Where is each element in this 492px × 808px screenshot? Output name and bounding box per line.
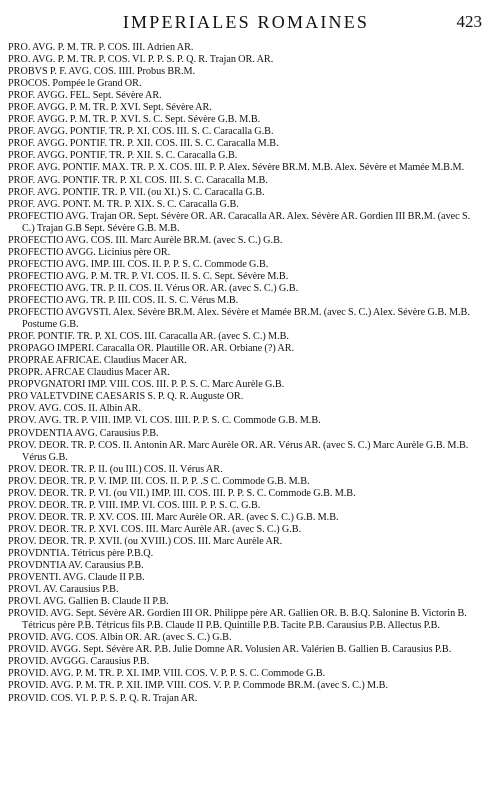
legend-entry: PROVDNTIA. Tétricus père P.B.Q. bbox=[8, 547, 154, 559]
legend-entry: PROVID. AVGG. Sept. Sévère AR. P.B. Julie Domne AR. Volusien AR. Valérien B. Gallien B. Carausius P.B. bbox=[8, 644, 452, 656]
legend-entry: PROV. AVG. TR. P. VIII. IMP. VI. COS. IIII. P. P. S. C. Commode G.B. M.B. bbox=[8, 415, 321, 427]
legend-entry: PROPVGNATORI IMP. VIII. COS. III. P. P. S. C. Marc Aurèle G.B. bbox=[8, 379, 285, 391]
legend-entry: PROCOS. Pompée le Grand OR. bbox=[8, 78, 142, 90]
legend-entry: PROF. PONTIF. TR. P. XI. COS. III. Caracalla AR. (avec S. C.) M.B. bbox=[8, 331, 289, 343]
legend-entry: PROPRAE AFRICAE. Claudius Macer AR. bbox=[8, 355, 187, 367]
legend-entry: PROVID. AVG. P. M. TR. P. XII. IMP. VIII. COS. V. P. P. Commode BR.M. (avec S. C.) M.B. bbox=[8, 680, 388, 692]
legend-entry: PROFECTIO AVGVSTI. Alex. Sévère BR.M. Alex. Sévère et Mamée BR.M. (avec S. C.) Alex. Sévère G.B. M.B. Postume G.B. bbox=[8, 307, 470, 331]
legend-entry: PROFECTIO AVG. COS. III. Marc Aurèle BR.M. (avec S. C.) G.B. bbox=[8, 234, 283, 246]
legend-entry: PROVID. AVGGG. Carausius P.B. bbox=[8, 656, 150, 668]
coin-legend-list bbox=[8, 42, 484, 705]
legend-entry: PROVDNTIA AV. Carausius P.B. bbox=[8, 560, 144, 572]
legend-entry: PROFECTIO AVG. TR. P. III. COS. II. S. C. Vérus M.B. bbox=[8, 294, 239, 306]
legend-entry: PROF. AVGG. FEL. Sept. Sévère AR. bbox=[8, 90, 162, 102]
legend-entry: PROV. DEOR. TR. P. VIII. IMP. VI. COS. IIII. P. P. S. C. G.B. bbox=[8, 499, 261, 511]
legend-entry: PROVI. AVG. Gallien B. Claude II P.B. bbox=[8, 596, 169, 608]
page-number: 423 bbox=[456, 12, 482, 31]
legend-entry: PROFECTIO AVGG. Licinius père OR. bbox=[8, 246, 171, 258]
legend-entry: PROPR. AFRCAE Claudius Macer AR. bbox=[8, 367, 170, 379]
legend-entry: PROF. AVG. PONT. M. TR. P. XIX. S. C. Caracalla G.B. bbox=[8, 198, 239, 210]
legend-entry: PROV. DEOR. TR. P. COS. II. Antonin AR. Marc Aurèle OR. AR. Vérus AR. (avec S. C.) Marc Aurèle G.B. M.B. Vérus G.B. bbox=[8, 439, 469, 463]
legend-entry: PROV. DEOR. TR. P. XVI. COS. III. Marc Aurèle AR. (avec S. C.) G.B. bbox=[8, 523, 302, 535]
legend-entry: PROF. AVG. PONTIF. MAX. TR. P. X. COS. III. P. P. Alex. Sévère BR.M. M.B. Alex. Sévère et Mamée M.B.M. bbox=[8, 162, 465, 174]
legend-entry: PROV. DEOR. TR. P. V. IMP. III. COS. II. P. P. .S C. Commode G.B. M.B. bbox=[8, 475, 310, 487]
legend-entry: PROF. AVGG. P. M. TR. P. XVI. Sept. Sévère AR. bbox=[8, 102, 212, 114]
legend-entry: PRO VALETVDINE CAESARIS S. P. Q. R. Auguste OR. bbox=[8, 391, 244, 403]
legend-entry: PROF. AVGG. PONTIF. TR. P. XII. COS. III. S. C. Caracalla M.B. bbox=[8, 138, 279, 150]
legend-entry: PROV. DEOR. TR. P. XVII. (ou XVIII.) COS. III. Marc Aurèle AR. bbox=[8, 535, 283, 547]
legend-entry: PROPAGO IMPERI. Caracalla OR. Plautille OR. AR. Orbiane (?) AR. bbox=[8, 343, 295, 355]
legend-entry: PROV. DEOR. TR. P. VI. (ou VII.) IMP. III. COS. III. P. P. S. C. Commode G.B. M.B. bbox=[8, 487, 356, 499]
legend-entry: PRO. AVG. P. M. TR. P. COS. VI. P. P. S. P. Q. R. Trajan OR. AR. bbox=[8, 54, 274, 66]
legend-entry: PROBVS P. F. AVG. COS. IIII. Probus BR.M. bbox=[8, 66, 196, 78]
legend-entry: PROVI. AV. Carausius P.B. bbox=[8, 584, 119, 596]
legend-entry: PROF. AVGG. PONTIF. TR. P. XI. COS. III. S. C. Caracalla G.B. bbox=[8, 126, 274, 138]
legend-entry: PROVDENTIA AVG. Carausius P.B. bbox=[8, 427, 159, 439]
legend-entry: PROVENTI. AVG. Claude II P.B. bbox=[8, 572, 145, 584]
legend-entry: PROV. AVG. COS. II. Albin AR. bbox=[8, 403, 141, 415]
legend-entry: PROF. AVGG. P. M. TR. P. XVI. S. C. Sept. Sévère G.B. M.B. bbox=[8, 114, 261, 126]
legend-entry: PROF. AVGG. PONTIF. TR. P. XII. S. C. Caracalla G.B. bbox=[8, 150, 238, 162]
legend-entry: PROVID. AVG. P. M. TR. P. XI. IMP. VIII. COS. V. P. P. S. C. Commode G.B. bbox=[8, 668, 326, 680]
legend-entry: PROFECTIO AVG. Trajan OR. Sept. Sévère OR. AR. Caracalla AR. Alex. Sévère AR. Gordien III BR.M. (avec S. C.) Trajan G.B Sept. Sévère G.B. M.B. bbox=[8, 210, 471, 234]
legend-entry: PROVID. AVG. COS. Albin OR. AR. (avec S. C.) G.B. bbox=[8, 632, 232, 644]
legend-entry: PROFECTIO AVG. TR. P. II. COS. II. Vérus OR. AR. (avec S. C.) G.B. bbox=[8, 282, 299, 294]
legend-entry: PROFECTIO AVG. IMP. III. COS. II. P. P. S. C. Commode G.B. bbox=[8, 258, 269, 270]
legend-entry: PROF. AVG. PONTIF. TR. P. XI. COS. III. S. C. Caracalla M.B. bbox=[8, 174, 268, 186]
legend-entry: PROFECTIO AVG. P. M. TR. P. VI. COS. II. S. C. Sept. Sévère M.B. bbox=[8, 270, 289, 282]
legend-entry: PROF. AVG. PONTIF. TR. P. VII. (ou XI.) S. C. Caracalla G.B. bbox=[8, 186, 265, 198]
legend-entry: PROV. DEOR. TR. P. XV. COS. III. Marc Aurèle OR. AR. (avec S. C.) G.B. M.B. bbox=[8, 511, 339, 523]
running-title: IMPERIALES ROMAINES bbox=[122, 12, 370, 32]
legend-entry: PROVID. AVG. Sept. Sévère AR. Gordien III OR. Philippe père AR. Gallien OR. B. B.Q. Salonine B. Victorin B. Tétricus père P.B. Tétricus fils P.B. Claude II P.B. Quintille P.B. Tacite P.B. Carausius P.B. Allectus P.B. bbox=[8, 608, 467, 632]
page-header bbox=[8, 8, 484, 38]
legend-entry: PROVID. COS. VI. P. P. S. P. Q. R. Trajan AR. bbox=[8, 692, 198, 704]
legend-entry: PROV. DEOR. TR. P. II. (ou III.) COS. II. Vérus AR. bbox=[8, 463, 223, 475]
legend-entry: PRO. AVG. P. M. TR. P. COS. III. Adrien AR. bbox=[8, 42, 194, 53]
